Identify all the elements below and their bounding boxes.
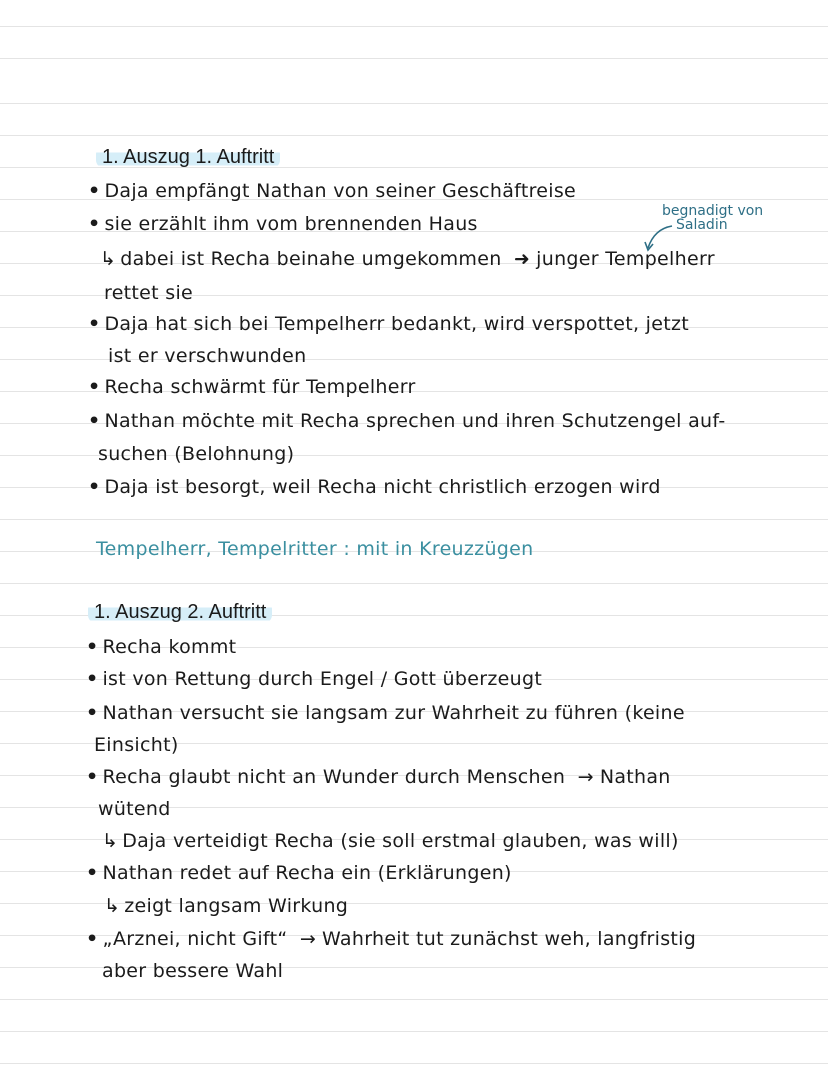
note-line: • Daja ist besorgt, weil Recha nicht christlich erzogen wird	[88, 476, 661, 498]
note-line: • Recha glaubt nicht an Wunder durch Menschen → Nathan	[86, 766, 671, 788]
bullet-icon: •	[88, 313, 101, 335]
note-line: • sie erzählt ihm vom brennenden Haus	[88, 213, 478, 235]
bullet-icon: •	[88, 180, 101, 202]
turn-arrow-icon: ↳	[104, 895, 121, 917]
bullet-icon: •	[88, 213, 101, 235]
bullet-icon: •	[88, 476, 101, 498]
note-line: • Daja hat sich bei Tempelherr bedankt, wird verspottet, jetzt	[88, 313, 690, 335]
right-arrow-icon: →	[299, 928, 317, 950]
note-line: • „Arznei, nicht Gift“ → Wahrheit tut zunächst weh, langfristig	[86, 928, 697, 950]
section-heading-1: 1. Auszug 1. Auftritt	[96, 146, 280, 168]
turn-arrow-icon: ↳	[102, 830, 119, 852]
note-line: • Daja empfängt Nathan von seiner Geschäftreise	[88, 180, 577, 202]
note-line: ↳ dabei ist Recha beinahe umgekommen ➜ junger Tempelherr	[100, 248, 715, 270]
bullet-icon: •	[86, 928, 99, 950]
note-line: • Nathan redet auf Recha ein (Erklärungen)	[86, 862, 512, 884]
bullet-icon: •	[86, 862, 99, 884]
note-line: • ist von Rettung durch Engel / Gott überzeugt	[86, 668, 543, 690]
bullet-icon: •	[86, 668, 99, 690]
bullet-icon: •	[86, 766, 99, 788]
right-arrow-icon: →	[577, 766, 594, 788]
note-line: • Nathan versucht sie langsam zur Wahrheit zu führen (keine	[86, 702, 685, 724]
note-line: ↳ Daja verteidigt Recha (sie soll erstmal glauben, was will)	[102, 830, 679, 852]
bullet-icon: •	[86, 702, 99, 724]
right-arrow-icon: ➜	[513, 248, 531, 270]
note-line: ist er verschwunden	[108, 345, 307, 367]
bullet-icon: •	[86, 636, 99, 658]
note-line: • Nathan möchte mit Recha sprechen und ihren Schutzengel auf-	[88, 410, 726, 432]
turn-arrow-icon: ↳	[100, 248, 117, 270]
note-line: Einsicht)	[94, 734, 179, 756]
note-line: wütend	[98, 798, 171, 820]
bullet-icon: •	[88, 410, 101, 432]
section-heading-2: 1. Auszug 2. Auftritt	[88, 601, 272, 623]
margin-note: Saladin	[676, 217, 728, 233]
note-line: suchen (Belohnung)	[98, 443, 295, 465]
bullet-icon: •	[88, 376, 101, 398]
note-line: aber bessere Wahl	[102, 960, 284, 982]
margin-note: begnadigt von	[662, 203, 764, 219]
note-line: ↳ zeigt langsam Wirkung	[104, 895, 349, 917]
note-line: rettet sie	[104, 282, 194, 304]
note-line: • Recha kommt	[86, 636, 237, 658]
definition-line: Tempelherr, Tempelritter : mit in Kreuzzügen	[96, 538, 534, 560]
note-line: • Recha schwärmt für Tempelherr	[88, 376, 416, 398]
